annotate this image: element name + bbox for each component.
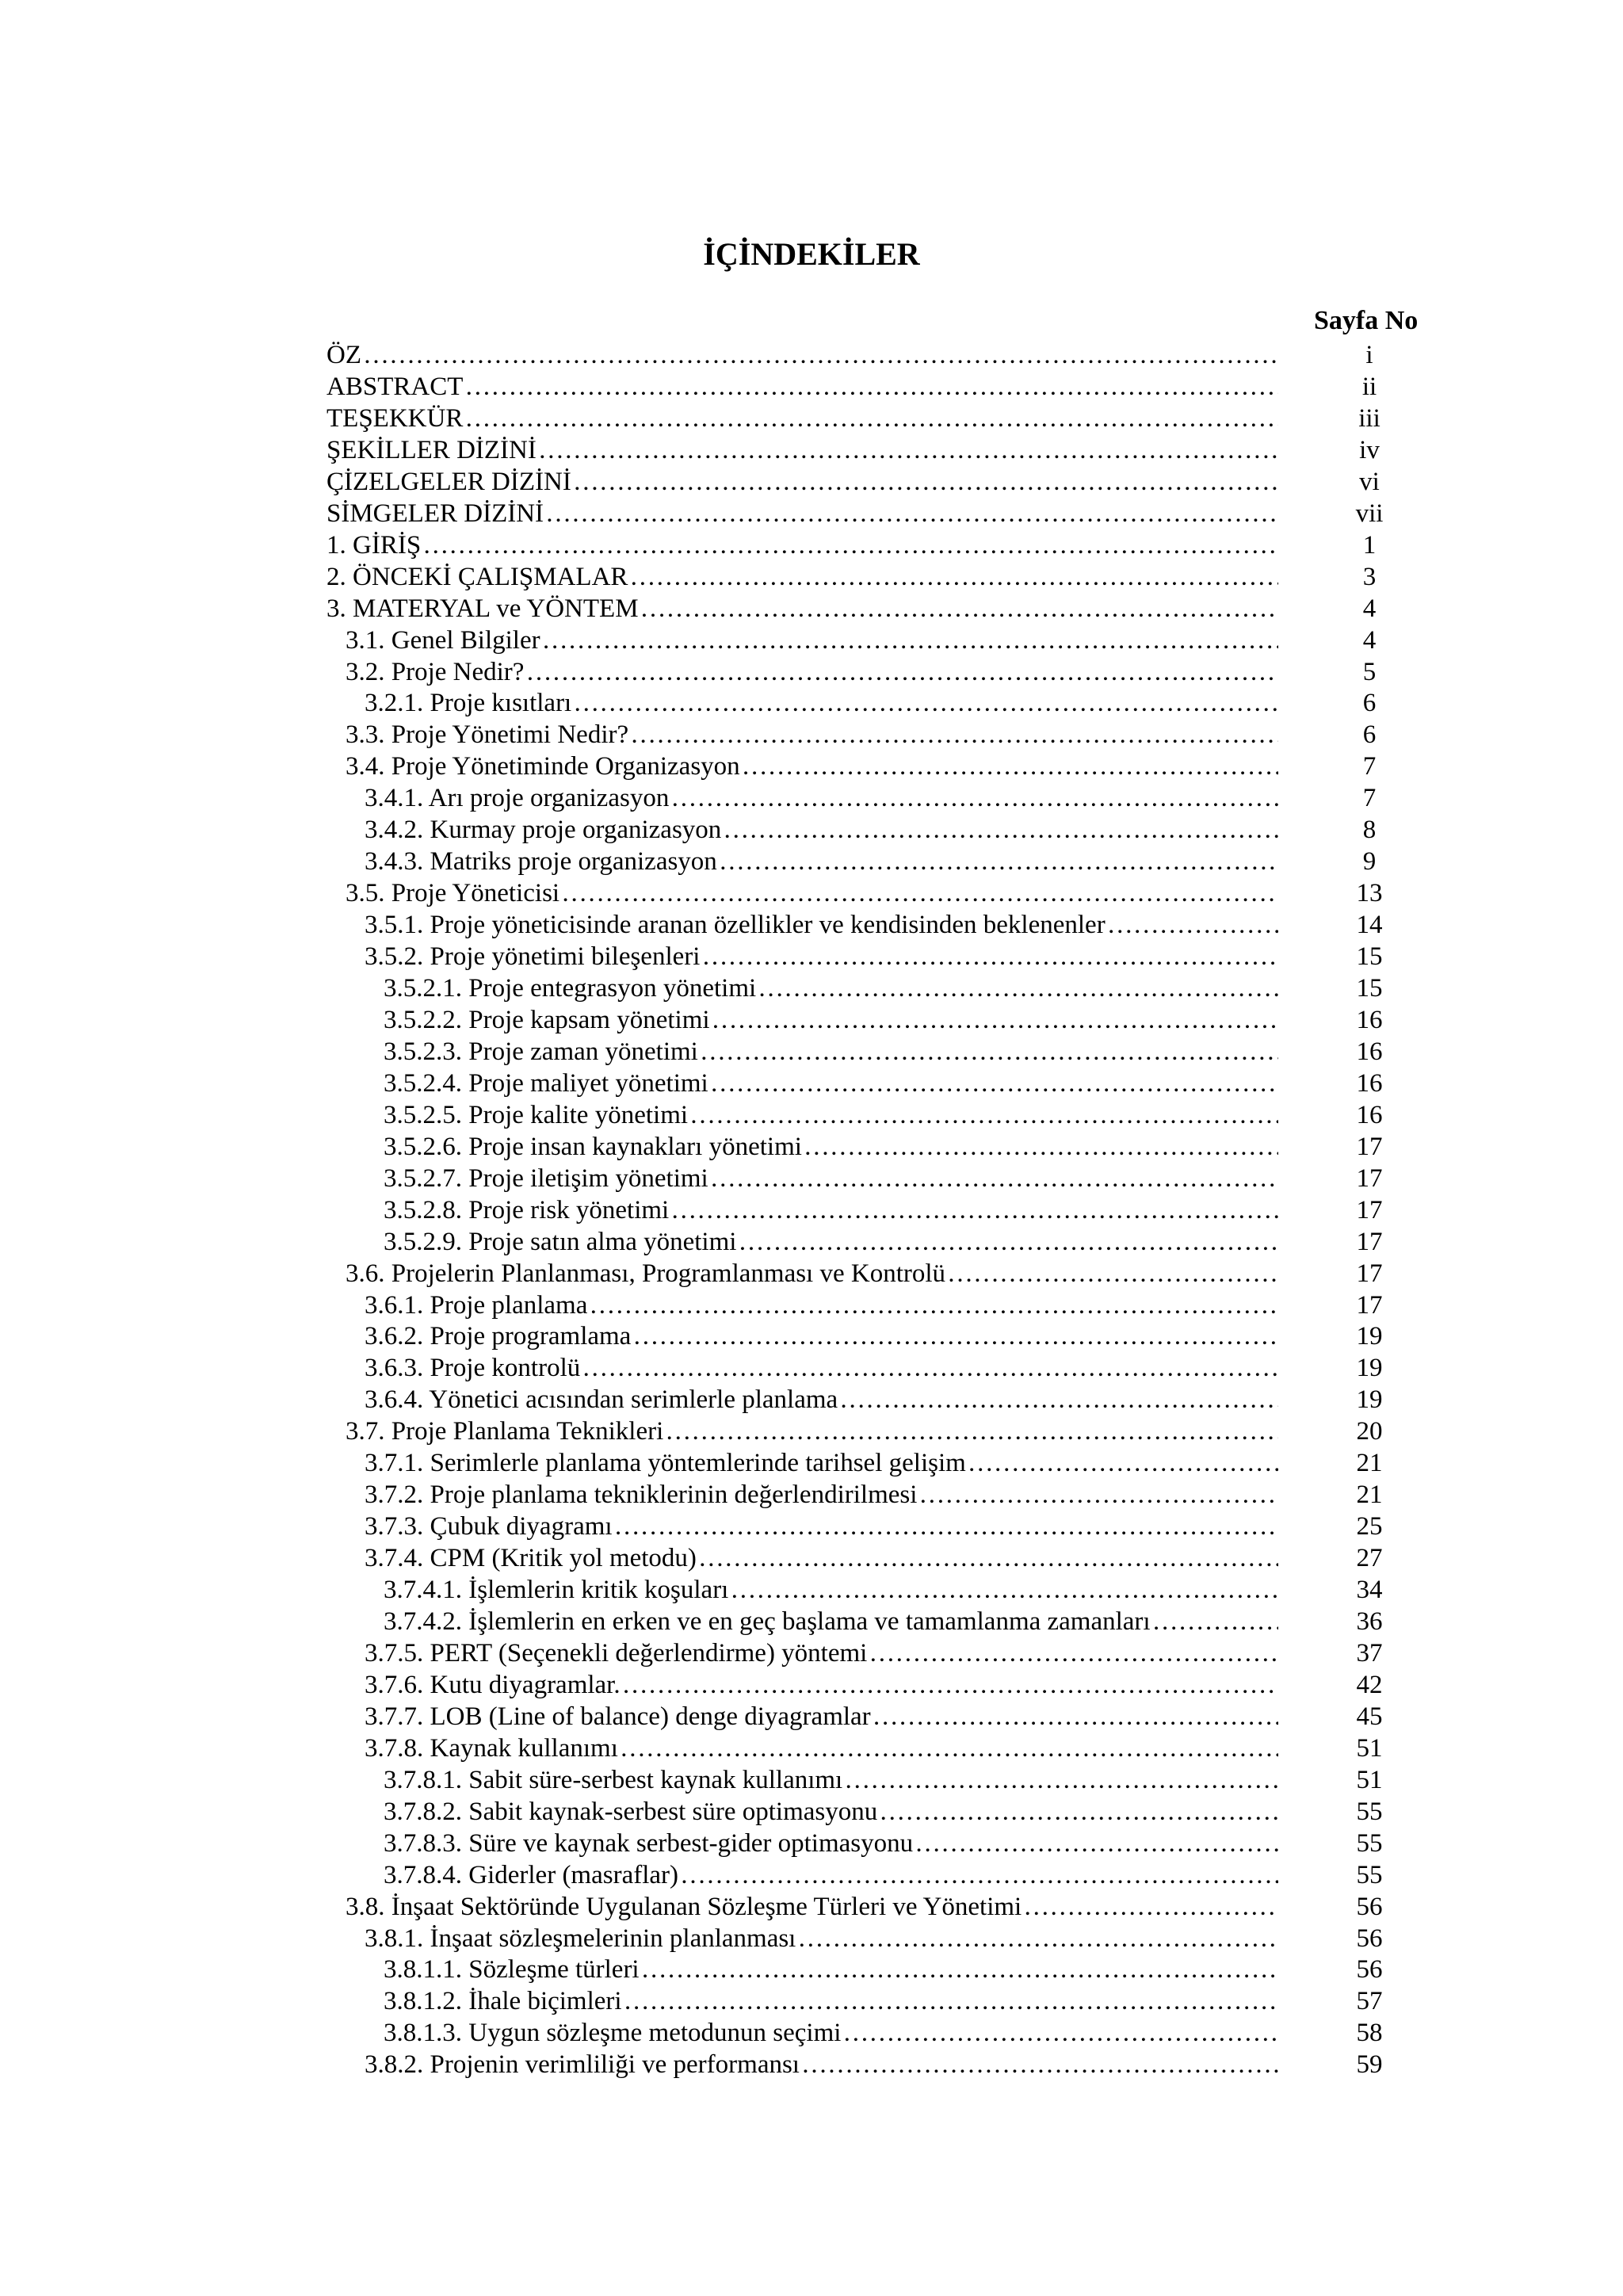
toc-entry [365,1447,1280,1479]
toc-entry-label: 3.7.7. LOB (Line of balance) denge diyagramlar [365,1702,871,1731]
toc-entry-label: 3.5.2.2. Proje kapsam yönetimi [384,1005,710,1034]
toc-entry-label: 3.8.1.1. Sözleşme türleri [384,1955,640,1985]
toc-entry-page-number: 17 [1356,1132,1383,1161]
toc-entry-label: ÇİZELGELER DİZİNİ [327,467,571,496]
toc-entry-label: 1. GİRİŞ [327,530,422,560]
toc-entry-label: 3.7.1. Serimlerle planlama yöntemlerinde tarihsel gelişim [365,1449,966,1478]
toc-entry-label: 3.8.1.3. Uygun sözleşme metodunun seçimi [384,2019,842,2048]
toc-leader-dots [1107,909,1278,941]
toc-entry-page-number: iii [1358,403,1381,433]
toc-entry [365,1542,1280,1574]
toc-entry-label: 3. MATERYAL ve YÖNTEM [327,594,639,623]
toc-entry-page-number: 9 [1362,847,1377,877]
toc-entry [327,561,1280,593]
toc-leader-dots [525,656,1278,688]
toc-entry-page-number: 59 [1356,2050,1383,2080]
toc-entry-page-number: 16 [1356,1100,1383,1129]
toc-entry [384,1068,1280,1099]
toc-leader-dots [614,1511,1278,1542]
toc-leader-dots [710,1068,1278,1099]
toc-entry-label: 3.4.2. Kurmay proje organizasyon [365,816,722,845]
toc-entry [327,529,1280,561]
toc-entry-label: 3.4.1. Arı proje organizasyon [365,784,670,813]
toc-entry-label: 3.4.3. Matriks proje organizasyon [365,847,717,877]
toc-entry-label: 3.7.2. Proje planlama tekniklerinin değerlendirilmesi [365,1480,918,1510]
toc-entry [365,1352,1280,1384]
toc-entry-label: 3.5. Proje Yöneticisi [346,879,560,908]
toc-entry-label: 3.5.2.4. Proje maliyet yönetimi [384,1068,708,1098]
toc-leader-dots [573,687,1278,719]
toc-entry-page-number: 17 [1356,1290,1383,1320]
toc-entry-label: 3.1. Genel Bilgiler [346,625,540,655]
toc-entry-page-number: 17 [1356,1195,1383,1224]
toc-leader-dots [422,529,1278,561]
toc-entry-page-number: 55 [1356,1860,1383,1889]
toc-entry [346,656,1280,688]
toc-leader-dots [742,751,1278,782]
toc-leader-dots [804,1131,1278,1163]
toc-entry-label: 3.8.1.2. İhale biçimleri [384,1987,622,2016]
toc-entry [365,814,1280,846]
toc-leader-dots [589,1289,1278,1321]
toc-entry-page-number: i [1365,341,1373,369]
toc-entry-page-number: 51 [1356,1765,1383,1794]
toc-entry-label: 3.6.4. Yönetici acısından serimlerle planlama [365,1385,838,1415]
toc-entry-page-number: 21 [1356,1449,1383,1478]
toc-entry-page-number: 13 [1356,879,1383,908]
toc-entry [327,593,1280,625]
toc-entry-label: 3.7. Proje Planlama Teknikleri [346,1417,664,1446]
toc-entry [365,1511,1280,1542]
toc-entry-page-number: 6 [1362,720,1377,750]
toc-leader-dots [680,1859,1278,1891]
toc-leader-dots [968,1447,1278,1479]
toc-entry [365,1384,1280,1415]
toc-entry-label: 3.5.2.7. Proje iletişim yönetimi [384,1163,708,1193]
toc-entry-label: 3.6.3. Proje kontrolü [365,1354,581,1383]
toc-leader-dots [464,371,1278,403]
toc-entry [327,403,1280,434]
toc-entry-label: 3.7.8.4. Giderler (masraflar) [384,1860,679,1889]
toc-entry-page-number: 25 [1356,1512,1383,1541]
toc-entry [384,1985,1280,2017]
toc-entry-label: 3.7.5. PERT (Seçenekli değerlendirme) yöntemi [365,1638,868,1668]
toc-leader-dots [719,846,1278,877]
toc-leader-dots [689,1099,1278,1131]
toc-entry-label: 3.3. Proje Yönetimi Nedir? [346,720,629,750]
toc-leader-dots [641,1954,1278,1985]
toc-leader-dots [665,1415,1278,1447]
toc-entry [384,1796,1280,1828]
toc-entry-page-number: 56 [1356,1892,1383,1921]
toc-entry [327,498,1280,529]
toc-entry-label: 3.7.4.2. İşlemlerin en erken ve en geç başlama ve tamamlanma zamanları [384,1607,1151,1636]
toc-entry-page-number: 14 [1356,911,1383,940]
toc-entry [384,1099,1280,1131]
toc-entry [384,1606,1280,1637]
toc-leader-dots [542,625,1278,656]
toc-entry [365,1289,1280,1321]
toc-leader-dots [670,1194,1278,1226]
toc-entry-label: 3.7.8. Kaynak kullanımı [365,1733,618,1763]
toc-leader-dots [844,1764,1278,1796]
toc-entry [346,719,1280,751]
toc-leader-dots [363,339,1278,371]
toc-leader-dots [842,2017,1278,2049]
toc-entry-page-number: 4 [1362,625,1377,655]
toc-entry-page-number: 7 [1362,752,1377,781]
toc-entry-label: 3.5.2.5. Proje kalite yönetimi [384,1100,689,1129]
toc-entry-label: 3.6. Projelerin Planlanması, Programlanması ve Kontrolü [346,1259,946,1288]
toc-entry [365,1669,1280,1701]
toc-entry-label: 3.5.2.1. Proje entegrasyon yönetimi [384,974,757,1003]
toc-entry-label: 3.5.2.6. Proje insan kaynakları yönetimi [384,1132,802,1161]
toc-leader-dots [1023,1891,1278,1923]
toc-entry-page-number: 56 [1356,1924,1383,1953]
toc-entry-page-number: 1 [1362,530,1377,560]
toc-entry-page-number: 34 [1356,1576,1383,1605]
toc-leader-dots [538,434,1278,466]
toc-entry-page-number: 3 [1362,562,1377,591]
toc-entry-label: 3.6.2. Proje programlama [365,1322,632,1351]
toc-entry-page-number: 58 [1356,2019,1383,2048]
toc-entry [365,1637,1280,1669]
toc-entry-page-number: 16 [1356,1068,1383,1098]
toc-entry-label: 3.5.2.9. Proje satın alma yönetimi [384,1227,737,1256]
toc-entry-label: 3.7.8.1. Sabit süre-serbest kaynak kullanımı [384,1765,843,1794]
toc-entry-label: 3.8.2. Projenin verimliliği ve performansı [365,2050,800,2080]
toc-entry-page-number: 5 [1362,657,1377,686]
toc-entry-label: 3.4. Proje Yönetiminde Organizasyon [346,752,740,781]
toc-entry [384,972,1280,1004]
toc-entry [384,1036,1280,1068]
toc-entry-page-number: 55 [1356,1828,1383,1858]
toc-leader-dots [630,719,1278,751]
toc-entry-page-number: 17 [1356,1227,1383,1256]
toc-leader-dots [738,1226,1278,1258]
toc-entry-page-number: 15 [1356,942,1383,972]
toc-leader-dots [915,1828,1278,1859]
toc-entry [365,941,1280,972]
toc-entry [327,371,1280,403]
toc-leader-dots [730,1574,1278,1606]
toc-leader-dots [573,466,1278,498]
toc-leader-dots [801,2049,1278,2080]
toc-entry-page-number: ii [1361,372,1377,401]
toc-entry-page-number: 4 [1362,594,1377,623]
toc-entry-label: 3.5.2. Proje yönetimi bileşenleri [365,942,701,972]
toc-entry-label: 3.8.1. İnşaat sözleşmelerinin planlanması [365,1924,796,1953]
toc-leader-dots [629,561,1278,593]
toc-entry-page-number: 6 [1362,689,1377,718]
toc-entry-page-number: iv [1359,435,1380,464]
toc-entry [365,1733,1280,1764]
toc-leader-dots [839,1384,1278,1415]
toc-entry [346,1891,1280,1923]
toc-entry [346,751,1280,782]
toc-entry-page-number: 19 [1356,1385,1383,1415]
toc-leader-dots [947,1258,1278,1289]
toc-entry-label: 3.8. İnşaat Sektöründe Uygulanan Sözleşme Türleri ve Yönetimi [346,1892,1022,1921]
toc-entry [384,1004,1280,1036]
toc-entry-page-number: 55 [1356,1797,1383,1826]
toc-entry-page-number: 21 [1356,1480,1383,1510]
toc-entry-page-number: 42 [1356,1670,1383,1699]
toc-entry-page-number: 15 [1356,974,1383,1003]
toc-entry [384,1194,1280,1226]
toc-entry-page-number: 16 [1356,1005,1383,1034]
toc-entry-page-number: 45 [1356,1702,1383,1731]
toc-entry [365,687,1280,719]
toc-leader-dots [918,1479,1278,1511]
toc-leader-dots [561,877,1278,909]
toc-leader-dots [758,972,1278,1004]
toc-entry-label: 3.5.2.8. Proje risk yönetimi [384,1195,670,1224]
toc-entry-page-number: 19 [1356,1322,1383,1351]
toc-entry [384,1226,1280,1258]
toc-leader-dots [698,1542,1278,1574]
toc-entry-label: TEŞEKKÜR [327,403,464,433]
toc-entry-label: 3.5.1. Proje yöneticisinde aranan özellikler ve kendisinden beklenenler [365,911,1106,940]
toc-entry-page-number: vi [1359,467,1380,496]
toc-leader-dots [797,1923,1278,1954]
toc-entry-label: 3.2.1. Proje kısıtları [365,689,572,718]
toc-entry-label: 3.5.2.3. Proje zaman yönetimi [384,1037,698,1066]
toc-leader-dots [640,593,1278,625]
toc-leader-dots [712,1004,1278,1036]
toc-leader-dots [624,1985,1278,2017]
toc-leader-dots [582,1352,1278,1384]
toc-entry [327,466,1280,498]
toc-leader-dots [723,814,1278,846]
toc-entry-page-number: 7 [1362,784,1377,813]
toc-entry [365,1479,1280,1511]
toc-entry [327,339,1280,371]
toc-leader-dots [879,1796,1278,1828]
toc-leader-dots [869,1637,1278,1669]
toc-leader-dots [700,1036,1278,1068]
toc-entry-page-number: 51 [1356,1733,1383,1763]
toc-entry [346,625,1280,656]
toc-entry [384,1163,1280,1194]
toc-entry-page-number: 57 [1356,1987,1383,2016]
toc-entry [365,2049,1280,2080]
toc-entry-label: 3.7.3. Çubuk diyagramı [365,1512,613,1541]
toc-entry-label: 3.2. Proje Nedir? [346,657,525,686]
toc-entry-page-number: 17 [1356,1259,1383,1288]
toc-entry-page-number: 37 [1356,1638,1383,1668]
toc-entry [365,909,1280,941]
toc-entry-label: 3.7.4.1. İşlemlerin kritik koşuları [384,1576,729,1605]
toc-leader-dots [620,1733,1278,1764]
toc-entry-page-number: 56 [1356,1955,1383,1985]
page-number-column-header: Sayfa No [1314,306,1419,335]
toc-entry [346,877,1280,909]
toc-leader-dots [632,1320,1278,1352]
toc-entry-label: ABSTRACT [327,372,464,401]
toc-entry-label: SİMGELER DİZİNİ [327,499,544,528]
toc-leader-dots [622,1669,1278,1701]
toc-entry-page-number: 16 [1356,1037,1383,1066]
toc-entry [327,434,1280,466]
toc-entry-label: 2. ÖNCEKİ ÇALIŞMALAR [327,562,628,591]
toc-entry [384,2017,1280,2049]
toc-leader-dots [464,403,1278,434]
toc-leader-dots [545,498,1278,529]
toc-entry-label: 3.7.6. Kutu diyagramlar. [365,1670,621,1699]
toc-entry-label: 3.7.4. CPM (Kritik yol metodu) [365,1544,697,1573]
toc-entry [384,1764,1280,1796]
toc-entry-page-number: 36 [1356,1607,1383,1636]
toc-entry [346,1415,1280,1447]
toc-entry-page-number: 19 [1356,1354,1383,1383]
toc-entry-page-number: 8 [1362,816,1377,845]
toc-entry-page-number: vii [1355,499,1384,528]
toc-leader-dots [1152,1606,1278,1637]
toc-entry [365,846,1280,877]
toc-entry-page-number: 17 [1356,1163,1383,1193]
toc-leader-dots [710,1163,1278,1194]
toc-entry-label: 3.6.1. Proje planlama [365,1290,588,1320]
toc-entry [384,1828,1280,1859]
toc-leader-dots [670,782,1278,814]
toc-leader-dots [873,1701,1278,1733]
toc-entry [384,1131,1280,1163]
page-title: İÇİNDEKİLER [703,236,920,272]
toc-entry-label: 3.7.8.2. Sabit kaynak-serbest süre optimasyonu [384,1797,878,1826]
toc-entry [365,1320,1280,1352]
toc-entry-page-number: 27 [1356,1544,1383,1573]
toc-entry [365,782,1280,814]
toc-leader-dots [701,941,1278,972]
toc-entry [384,1859,1280,1891]
toc-entry [365,1701,1280,1733]
toc-entry [365,1923,1280,1954]
toc-entry [384,1954,1280,1985]
toc-entry [346,1258,1280,1289]
toc-entry-label: ÖZ [327,341,361,369]
toc-entry-label: ŞEKİLLER DİZİNİ [327,435,537,464]
toc-entry-label: 3.7.8.3. Süre ve kaynak serbest-gider optimasyonu [384,1828,914,1858]
toc-entry [384,1574,1280,1606]
toc-entry-page-number: 20 [1356,1417,1383,1446]
